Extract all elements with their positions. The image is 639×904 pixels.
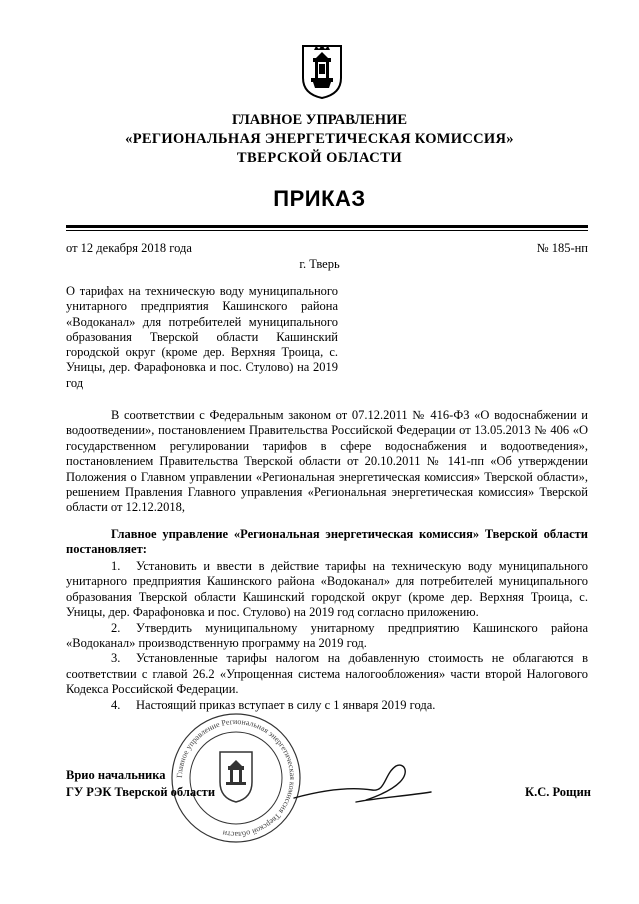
decree-item: 3. Установленные тарифы налогом на добавленную стоимость не облагаются в соответствии с главой 26.2 «Упрощенная система налогообложения» части второй Налогового Кодекса Российской Федерации. (66, 651, 588, 697)
document-number: № 185-нп (536, 241, 588, 255)
header-rule-thin (66, 230, 588, 231)
decree-item: 2. Утвердить муниципальному унитарному предприятию Кашинского района «Водоканал» производственную программу на 2019 год. (66, 620, 588, 651)
coat-of-arms-icon (301, 44, 343, 100)
decree-item: 4. Настоящий приказ вступает в силу с 1 января 2019 года. (111, 697, 436, 712)
decree-statement (66, 527, 588, 558)
svg-text:Главное управление Региональна: Главное управление Региональная энергетическая комиссия Тверской области (174, 716, 298, 840)
header-rule-thick (66, 225, 588, 228)
header-line-1: ГЛАВНОЕ УПРАВЛЕНИЕ (231, 112, 408, 128)
signatory-name: К.С. Рощин (525, 785, 591, 799)
document-date: от 12 декабря 2018 года (66, 241, 192, 255)
document-city: г. Тверь (299, 257, 340, 271)
header-line-3: ТВЕРСКОЙ ОБЛАСТИ (236, 150, 403, 166)
document-title: ПРИКАЗ (273, 186, 366, 211)
preamble-paragraph: В соответствии с Федеральным законом от 07.12.2011 № 416-ФЗ «О водоснабжении и водоотведении», постановлением Правительства Российской Федерации от 13.05.2013 № 406 «О государственном регулировании тарифов в сфере водоснабжения и водоотведения», постановлением Правительства Тверской области от 20.10.2011 № 141-пп «Об утверждении Положения о Главном управлении «Региональная энергетическая комиссия» Тверской области», решением Правления Главного управления «Региональная энергетическая комиссия» Тверской области от 12.12.2018, (66, 408, 588, 515)
decree-items (66, 559, 588, 713)
handwritten-signature (286, 752, 436, 817)
decree-verb: постановляет: (66, 542, 147, 557)
decree-organization: Главное управление «Региональная энергетическая комиссия» Тверской области (111, 527, 588, 541)
decree-item: 1. Установить и ввести в действие тарифы на техническую воду муниципального унитарного предприятия Кашинского района «Водоканал» для потребителей муниципального образования Тверской области Кашинский городской округ (кроме дер. Верхняя Троица, с. Уницы, дер. Фарафоновка и пос. Стулово) на 2019 год согласно приложению. (66, 559, 588, 620)
header-line-2: «РЕГИОНАЛЬНАЯ ЭНЕРГЕТИЧЕСКАЯ КОМИССИЯ» (125, 131, 514, 147)
signatory-title: Врио начальника ГУ РЭК Тверской области (66, 768, 216, 799)
document-subject: О тарифах на техническую воду муниципального унитарного предприятия Кашинского района «Водоканал» для потребителей муниципального образования Тверской области Кашинский городской округ (кроме дер. Верхняя Троица, с. Уницы, дер. Фарафоновка и пос. Стулово) на 2019 год (66, 284, 338, 390)
